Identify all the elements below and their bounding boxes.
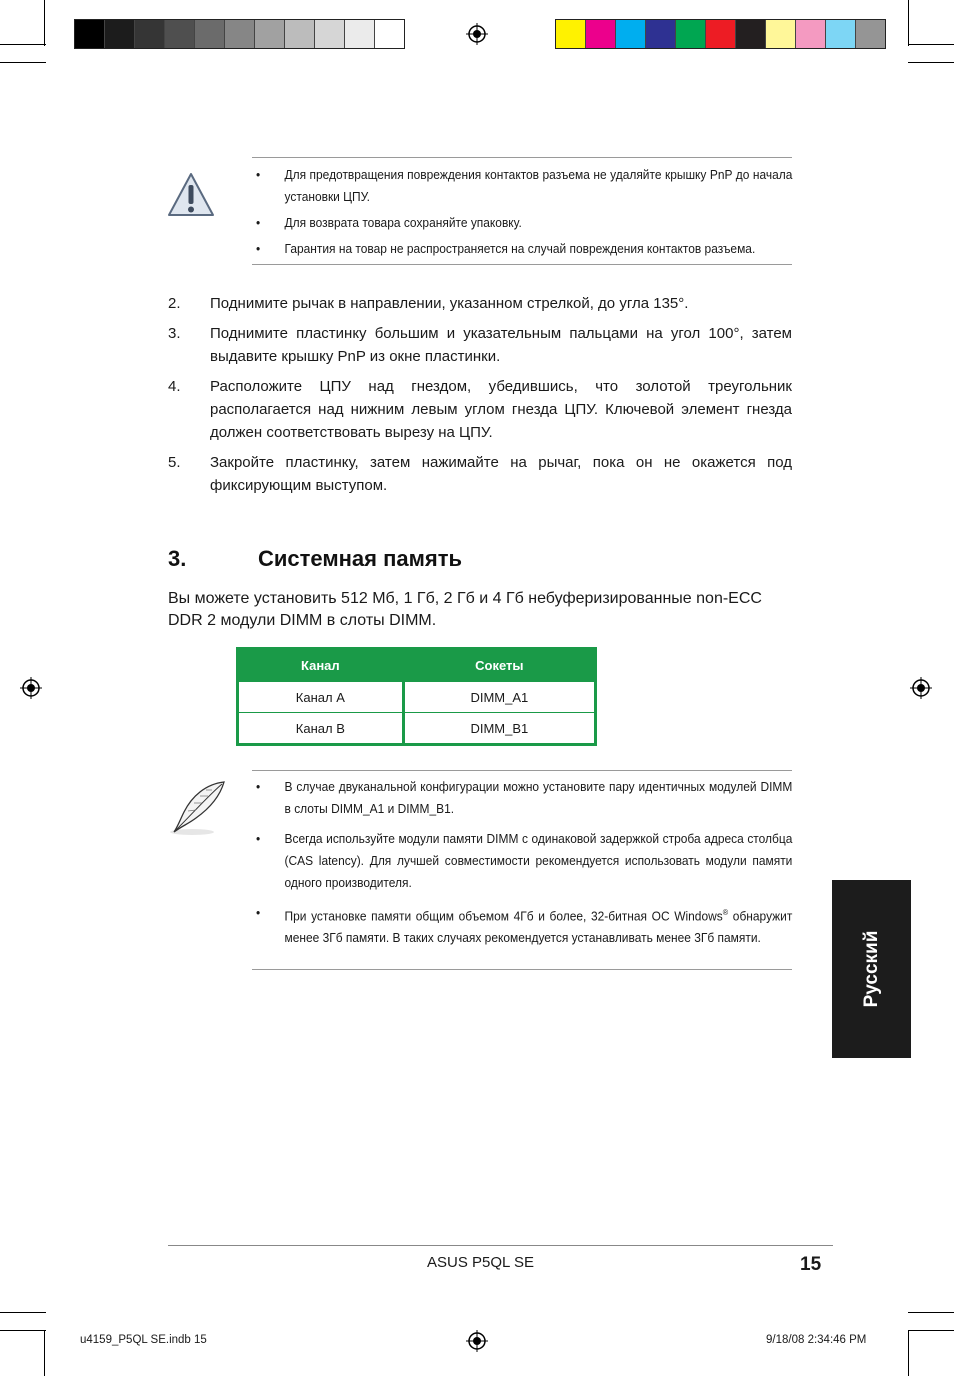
color-swatch (255, 20, 285, 48)
color-swatch (195, 20, 225, 48)
crop-mark (908, 0, 909, 46)
language-label: Русский (860, 930, 882, 1008)
table-header: Сокеты (403, 649, 595, 682)
step-text: Поднимите пластинку большим и указательным пальцами на угол 100°, затем выдавите крышку PnP из окне пластинки. (210, 325, 792, 365)
crop-mark (0, 1330, 46, 1331)
slug-file: u4159_P5QL SE.indb 15 (80, 1334, 207, 1346)
note-text: Всегда используйте модули памяти DIMM с одинаковой задержкой строба адреса столбца (CAS latency). Для лучшей совместимости рекомендуется использовать модули памяти одного производителя. (284, 831, 793, 890)
crop-mark (908, 62, 954, 63)
crop-mark (908, 1330, 909, 1376)
crop-mark (0, 44, 46, 45)
step-item (168, 292, 792, 315)
color-swatch (315, 20, 345, 48)
list-item: • Гарантия на товар не распространяется на случай повреждения контактов разъема. (256, 241, 756, 256)
registration-mark-icon (20, 677, 42, 699)
list-item: • В случае двуканальной конфигурации можно установите пару идентичных модулей DIMM в слоты DIMM_A1 и DIMM_B1. (256, 779, 793, 816)
table-header-row (238, 649, 596, 682)
registered-mark: ® (722, 908, 729, 917)
color-swatch (826, 20, 856, 48)
note-text-pre: При установке памяти общим объемом 4Гб и более, 32-битная ОС Windows (284, 908, 723, 924)
step-item (168, 451, 792, 497)
crop-mark (0, 1312, 46, 1313)
step-text: Поднимите рычак в направлении, указанном стрелкой, до угла 135°. (210, 295, 689, 312)
slug-datetime: 9/18/08 2:34:46 PM (766, 1334, 867, 1346)
footer-rule (168, 1245, 833, 1246)
note-text: В случае двуканальной конфигурации можно установите пару идентичных модулей DIMM в слоты DIMM_A1 и DIMM_B1. (284, 779, 793, 816)
step-text: Расположите ЦПУ над гнездом, убедившись, что золотой треугольник располагается над нижним левым углом гнезда ЦПУ. Ключевой элемент гнезда должен соответствовать вырезу на ЦПУ. (210, 378, 792, 441)
step-number: 5. (168, 454, 181, 471)
list-item: • Для предотвращения повреждения контактов разъема не удаляйте крышку PnP до начала установки ЦПУ. (256, 167, 793, 204)
color-swatch (345, 20, 375, 48)
color-swatch (766, 20, 796, 48)
crop-mark (44, 0, 45, 46)
steps-list (168, 292, 792, 497)
color-swatch (736, 20, 766, 48)
color-swatch (556, 20, 586, 48)
color-swatch (676, 20, 706, 48)
crop-mark (908, 1312, 954, 1313)
list-item: • При установке памяти общим объемом 4Гб и более, 32-битная ОС Windows® обнаружит менее 3Гб памяти. В таких случаях рекомендуется устанавливать менее 3Гб памяти. (256, 905, 793, 946)
color-swatch (105, 20, 135, 48)
note-text-post: обнаружит менее 3Гб памяти. В таких случаях рекомендуется устанавливать менее 3Гб памяти. (284, 908, 793, 946)
section-intro: Вы можете установить 512 Мб, 1 Гб, 2 Гб и 4 Гб небуферизированные non-ECC DDR 2 модули DIMM в слоты DIMM. (168, 590, 762, 629)
color-swatch (225, 20, 255, 48)
footer-product: ASUS P5QL SE (427, 1254, 534, 1271)
crop-mark (908, 44, 954, 45)
section-number: 3. (168, 546, 187, 571)
list-item: • Всегда используйте модули памяти DIMM с одинаковой задержкой строба адреса столбца (CAS latency). Для лучшей совместимости рекомендуется использовать модули памяти одного производителя. (256, 831, 793, 890)
dimm-table (236, 647, 597, 746)
color-swatch (165, 20, 195, 48)
note-list (256, 776, 792, 949)
crop-mark (44, 1330, 45, 1376)
section-title: Системная память (258, 546, 463, 571)
crop-mark (908, 1330, 954, 1331)
caution-text: Для возврата товара сохраняйте упаковку. (284, 215, 522, 230)
color-swatch (646, 20, 676, 48)
registration-mark-icon (466, 23, 488, 45)
caution-top-rule (252, 157, 792, 158)
warning-triangle-icon (166, 170, 216, 220)
color-swatch (616, 20, 646, 48)
color-swatch (135, 20, 165, 48)
table-header: Канал (238, 649, 404, 682)
color-swatch (375, 20, 404, 48)
caution-text: Гарантия на товар не распространяется на случай повреждения контактов разъема. (284, 241, 756, 256)
color-swatch (706, 20, 736, 48)
feather-pen-icon (166, 778, 228, 838)
caution-text: Для предотвращения повреждения контактов разъема не удаляйте крышку PnP до начала установки ЦПУ. (284, 167, 793, 204)
note-top-rule (252, 770, 792, 771)
note-bottom-rule (252, 969, 792, 970)
crop-mark (0, 62, 46, 63)
section-heading (168, 546, 462, 572)
table-row (238, 713, 596, 745)
color-swatch (586, 20, 616, 48)
step-number: 2. (168, 295, 181, 312)
color-swatch (75, 20, 105, 48)
caution-list (256, 164, 792, 260)
step-item (168, 375, 792, 444)
grayscale-color-bar (74, 19, 405, 49)
table-cell: DIMM_A1 (403, 682, 595, 713)
table-cell: Канал B (238, 713, 404, 745)
caution-bottom-rule (252, 264, 792, 265)
table-row (238, 682, 596, 713)
page-number: 15 (800, 1254, 822, 1275)
table-cell: Канал А (238, 682, 404, 713)
registration-mark-icon (910, 677, 932, 699)
table-cell: DIMM_B1 (403, 713, 595, 745)
color-swatch (856, 20, 885, 48)
step-number: 3. (168, 325, 181, 342)
step-item (168, 322, 792, 368)
process-color-bar (555, 19, 886, 49)
color-swatch (285, 20, 315, 48)
registration-mark-icon (466, 1330, 488, 1352)
step-number: 4. (168, 378, 181, 395)
list-item: • Для возврата товара сохраняйте упаковку. (256, 215, 522, 230)
color-swatch (796, 20, 826, 48)
step-text: Закройте пластинку, затем нажимайте на рычаг, пока он не окажется под фиксирующим выступом. (210, 454, 792, 494)
language-side-tab (832, 880, 911, 1058)
